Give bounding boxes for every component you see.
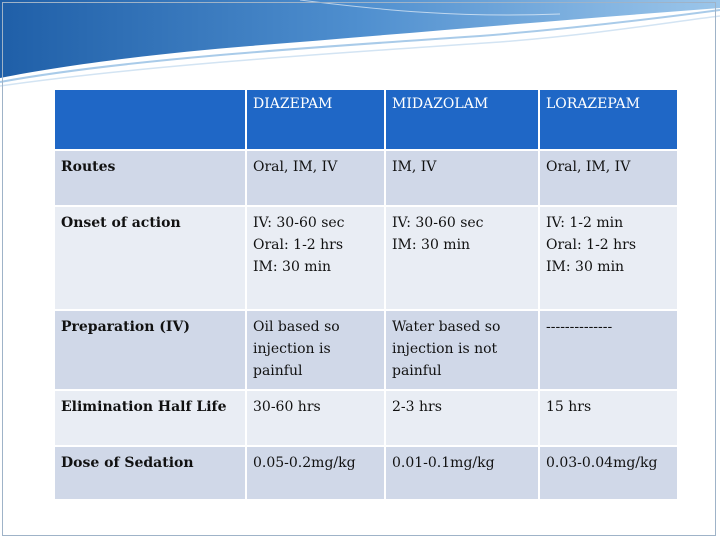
table-cell: 0.05-0.2mg/kg	[246, 446, 385, 500]
header-wave-graphic	[0, 0, 720, 90]
table-header-row	[55, 90, 678, 150]
header-diazepam: DIAZEPAM	[246, 90, 385, 150]
table-cell: Oral, IM, IV	[246, 150, 385, 206]
table-cell: Water based so injection is not painful	[385, 310, 539, 390]
row-label-half-life: Elimination Half Life	[55, 390, 246, 446]
table-cell: --------------	[539, 310, 678, 390]
table-cell: 15 hrs	[539, 390, 678, 446]
row-label-onset: Onset of action	[55, 206, 246, 310]
table-row	[55, 390, 678, 446]
table-row	[55, 206, 678, 310]
table-cell: 0.03-0.04mg/kg	[539, 446, 678, 500]
decorative-header-band	[0, 0, 720, 90]
table-cell: IV: 30-60 sec Oral: 1-2 hrs IM: 30 min	[246, 206, 385, 310]
table-cell: Oral, IM, IV	[539, 150, 678, 206]
table-cell: Oil based so injection is painful	[246, 310, 385, 390]
table-cell: 30-60 hrs	[246, 390, 385, 446]
table-row	[55, 446, 678, 500]
header-lorazepam: LORAZEPAM	[539, 90, 678, 150]
header-corner-cell	[55, 90, 246, 150]
table-row	[55, 150, 678, 206]
drug-comparison-table	[55, 90, 679, 501]
table-cell: IV: 1-2 min Oral: 1-2 hrs IM: 30 min	[539, 206, 678, 310]
table-cell: IV: 30-60 sec IM: 30 min	[385, 206, 539, 310]
table-cell: IM, IV	[385, 150, 539, 206]
table-cell: 0.01-0.1mg/kg	[385, 446, 539, 500]
row-label-dose: Dose of Sedation	[55, 446, 246, 500]
header-midazolam: MIDAZOLAM	[385, 90, 539, 150]
row-label-routes: Routes	[55, 150, 246, 206]
table-row	[55, 310, 678, 390]
table-cell: 2-3 hrs	[385, 390, 539, 446]
row-label-preparation: Preparation (IV)	[55, 310, 246, 390]
